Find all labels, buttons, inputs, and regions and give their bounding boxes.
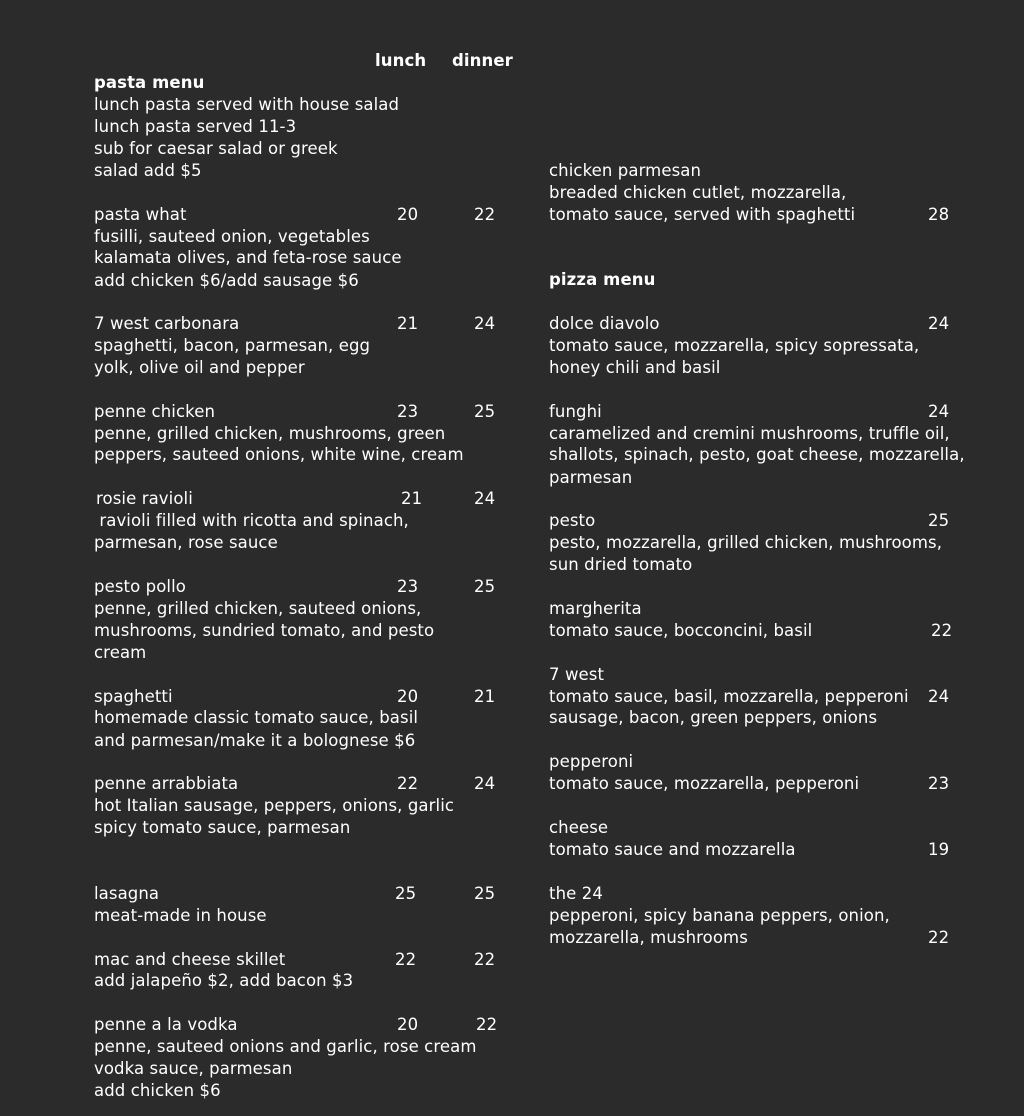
- item-description: ravioli filled with ricotta and spinach,: [94, 511, 409, 530]
- item-price: 22: [931, 621, 953, 640]
- item-description: penne, sauteed onions and garlic, rose cream: [94, 1037, 477, 1056]
- item-description: pesto, mozzarella, grilled chicken, mushrooms,: [549, 533, 943, 552]
- item-description: tomato sauce, mozzarella, spicy sopressata,: [549, 336, 920, 355]
- pasta-intro-line: sub for caesar salad or greek: [94, 139, 338, 158]
- item-name: penne chicken: [94, 402, 215, 421]
- item-name: pesto: [549, 511, 596, 530]
- dinner-price: 21: [474, 687, 496, 706]
- item-name: lasagna: [94, 884, 160, 903]
- dinner-price: 25: [474, 402, 496, 421]
- dinner-price: 22: [476, 1015, 498, 1034]
- item-description: add chicken $6: [94, 1081, 221, 1100]
- item-name: rosie ravioli: [96, 489, 193, 508]
- item-description: spicy tomato sauce, parmesan: [94, 818, 351, 837]
- item-description: yolk, olive oil and pepper: [94, 358, 305, 377]
- item-name: penne arrabbiata: [94, 774, 239, 793]
- item-description: tomato sauce, bocconcini, basil: [549, 621, 813, 640]
- dinner-price: 24: [474, 774, 496, 793]
- item-description: add chicken $6/add sausage $6: [94, 271, 359, 290]
- item-description: shallots, spinach, pesto, goat cheese, mozzarella,: [549, 445, 965, 464]
- item-price: 19: [928, 840, 950, 859]
- lunch-price: 20: [397, 205, 419, 224]
- pizza-menu-title: pizza menu: [549, 270, 656, 289]
- item-name: pasta what: [94, 205, 187, 224]
- item-description: homemade classic tomato sauce, basil: [94, 708, 419, 727]
- item-name: margherita: [549, 599, 642, 618]
- item-description: vodka sauce, parmesan: [94, 1059, 293, 1078]
- dinner-price: 22: [474, 205, 496, 224]
- item-description: penne, grilled chicken, sauteed onions,: [94, 599, 422, 618]
- item-description: parmesan, rose sauce: [94, 533, 278, 552]
- lunch-column-header: lunch: [375, 51, 427, 70]
- item-name: funghi: [549, 402, 602, 421]
- item-name: dolce diavolo: [549, 314, 660, 333]
- item-name: mac and cheese skillet: [94, 950, 286, 969]
- item-description: hot Italian sausage, peppers, onions, garlic: [94, 796, 455, 815]
- item-description: honey chili and basil: [549, 358, 721, 377]
- item-description: kalamata olives, and feta-rose sauce: [94, 248, 402, 267]
- item-name: chicken parmesan: [549, 161, 702, 180]
- item-description: sun dried tomato: [549, 555, 693, 574]
- item-description: add jalapeño $2, add bacon $3: [94, 971, 354, 990]
- item-description: tomato sauce, served with spaghetti: [549, 205, 856, 224]
- item-description: meat-made in house: [94, 906, 267, 925]
- dinner-price: 25: [474, 577, 496, 596]
- item-name: penne a la vodka: [94, 1015, 238, 1034]
- dinner-price: 22: [474, 950, 496, 969]
- pasta-intro-line: lunch pasta served 11-3: [94, 117, 297, 136]
- item-description: cream: [94, 643, 147, 662]
- item-name: 7 west carbonara: [94, 314, 240, 333]
- item-name: cheese: [549, 818, 609, 837]
- item-description: and parmesan/make it a bolognese $6: [94, 731, 416, 750]
- pasta-intro-line: lunch pasta served with house salad: [94, 95, 400, 114]
- item-description: fusilli, sauteed onion, vegetables: [94, 227, 370, 246]
- item-price: 23: [928, 774, 950, 793]
- item-name: pesto pollo: [94, 577, 186, 596]
- dinner-price: 25: [474, 884, 496, 903]
- item-name: pepperoni: [549, 752, 634, 771]
- lunch-price: 22: [395, 950, 417, 969]
- item-name: 7 west: [549, 665, 605, 684]
- dinner-price: 24: [474, 314, 496, 333]
- item-description: tomato sauce and mozzarella: [549, 840, 796, 859]
- item-description: mozzarella, mushrooms: [549, 928, 748, 947]
- lunch-price: 21: [397, 314, 419, 333]
- item-description: parmesan: [549, 468, 633, 487]
- item-description: mushrooms, sundried tomato, and pesto: [94, 621, 435, 640]
- lunch-price: 21: [401, 489, 423, 508]
- dinner-column-header: dinner: [452, 51, 513, 70]
- lunch-price: 25: [395, 884, 417, 903]
- item-description: spaghetti, bacon, parmesan, egg: [94, 336, 371, 355]
- lunch-price: 20: [397, 687, 419, 706]
- pasta-menu-title: pasta menu: [94, 73, 205, 92]
- item-description: pepperoni, spicy banana peppers, onion,: [549, 906, 890, 925]
- item-description: penne, grilled chicken, mushrooms, green: [94, 424, 446, 443]
- lunch-price: 23: [397, 402, 419, 421]
- lunch-price: 20: [397, 1015, 419, 1034]
- item-description: tomato sauce, basil, mozzarella, pepperoni: [549, 687, 909, 706]
- item-name: the 24: [549, 884, 603, 903]
- item-price: 28: [928, 205, 950, 224]
- item-description: breaded chicken cutlet, mozzarella,: [549, 183, 847, 202]
- lunch-price: 22: [397, 774, 419, 793]
- item-price: 24: [928, 402, 950, 421]
- item-price: 24: [928, 314, 950, 333]
- item-price: 24: [928, 687, 950, 706]
- pasta-intro-line: salad add $5: [94, 161, 202, 180]
- item-price: 25: [928, 511, 950, 530]
- item-description: caramelized and cremini mushrooms, truffle oil,: [549, 424, 950, 443]
- item-description: tomato sauce, mozzarella, pepperoni: [549, 774, 860, 793]
- item-name: spaghetti: [94, 687, 173, 706]
- dinner-price: 24: [474, 489, 496, 508]
- item-description: peppers, sauteed onions, white wine, cream: [94, 445, 464, 464]
- lunch-price: 23: [397, 577, 419, 596]
- item-description: sausage, bacon, green peppers, onions: [549, 708, 878, 727]
- item-price: 22: [928, 928, 950, 947]
